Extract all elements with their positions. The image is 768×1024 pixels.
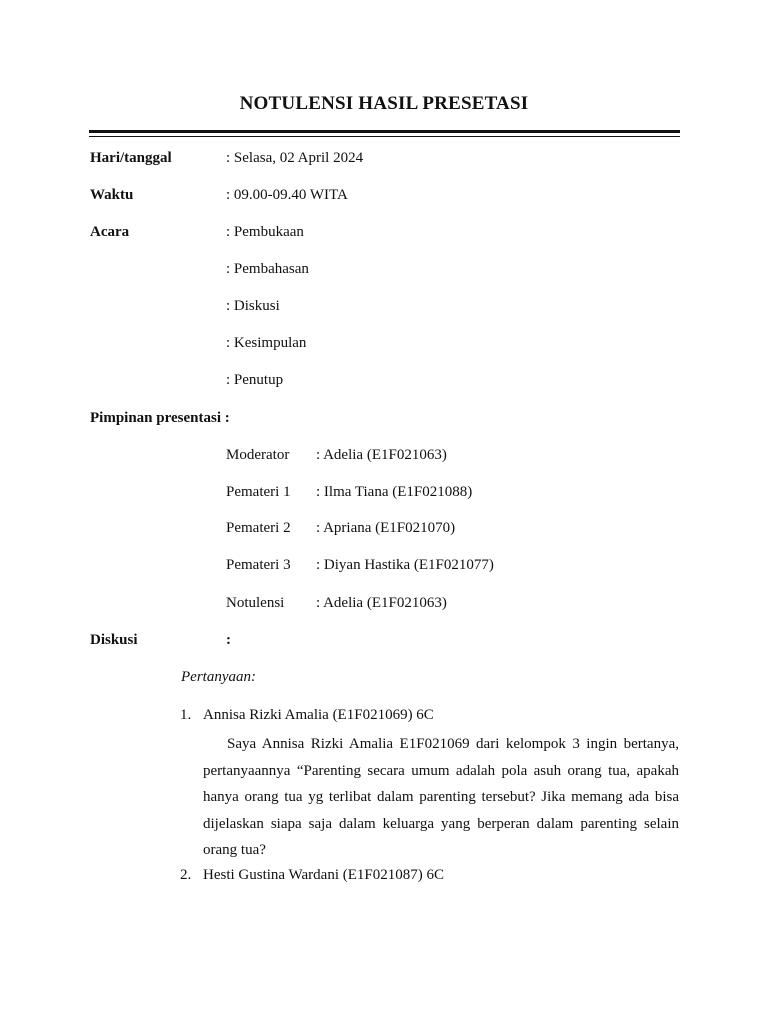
hari-value: : Selasa, 02 April 2024 [226,150,364,166]
question-number: 1. [180,707,192,723]
acara-item: : Kesimpulan [226,335,307,351]
diskusi-label: Diskusi [90,632,138,648]
role-value: : Apriana (E1F021070) [316,520,456,536]
role-value: : Adelia (E1F021063) [316,447,447,463]
role-label: Pemateri 3 [226,557,291,573]
hari-label: Hari/tanggal [90,150,172,166]
role-value: : Diyan Hastika (E1F021077) [316,557,494,573]
title-rule-thin [89,136,680,137]
role-label: Pemateri 2 [226,520,291,536]
document-title: NOTULENSI HASIL PRESETASI [239,93,529,114]
acara-item: : Penutup [226,372,284,388]
title-rule-thick [89,130,680,133]
acara-item: : Pembukaan [226,224,304,240]
acara-item: : Diskusi [226,298,280,314]
acara-label: Acara [90,224,130,240]
waktu-label: Waktu [90,187,134,203]
role-label: Moderator [226,447,290,463]
pimpinan-label: Pimpinan presentasi : [90,410,230,426]
role-label: Notulensi [226,595,285,611]
pertanyaan-subheading: Pertanyaan: [181,669,256,685]
acara-item: : Pembahasan [226,261,309,277]
question-asker: Annisa Rizki Amalia (E1F021069) 6C [203,707,434,723]
question-text: Saya Annisa Rizki Amalia E1F021069 dari kelompok 3 ingin bertanya, pertanyaannya “Parenting secara umum adalah pola asuh orang tua, apakah hanya orang tua yg terlibat dalam parenting tersebut? Jika memang ada bisa dijelaskan siapa saja dalam keluarga yang berperan dalam parenting selain orang tua? [203,736,679,858]
question-asker: Hesti Gustina Wardani (E1F021087) 6C [203,867,444,883]
question-number: 2. [180,867,192,883]
waktu-value: : 09.00-09.40 WITA [226,187,348,203]
role-label: Pemateri 1 [226,484,291,500]
role-value: : Adelia (E1F021063) [316,595,447,611]
role-value: : Ilma Tiana (E1F021088) [316,484,473,500]
diskusi-colon: : [226,632,231,648]
